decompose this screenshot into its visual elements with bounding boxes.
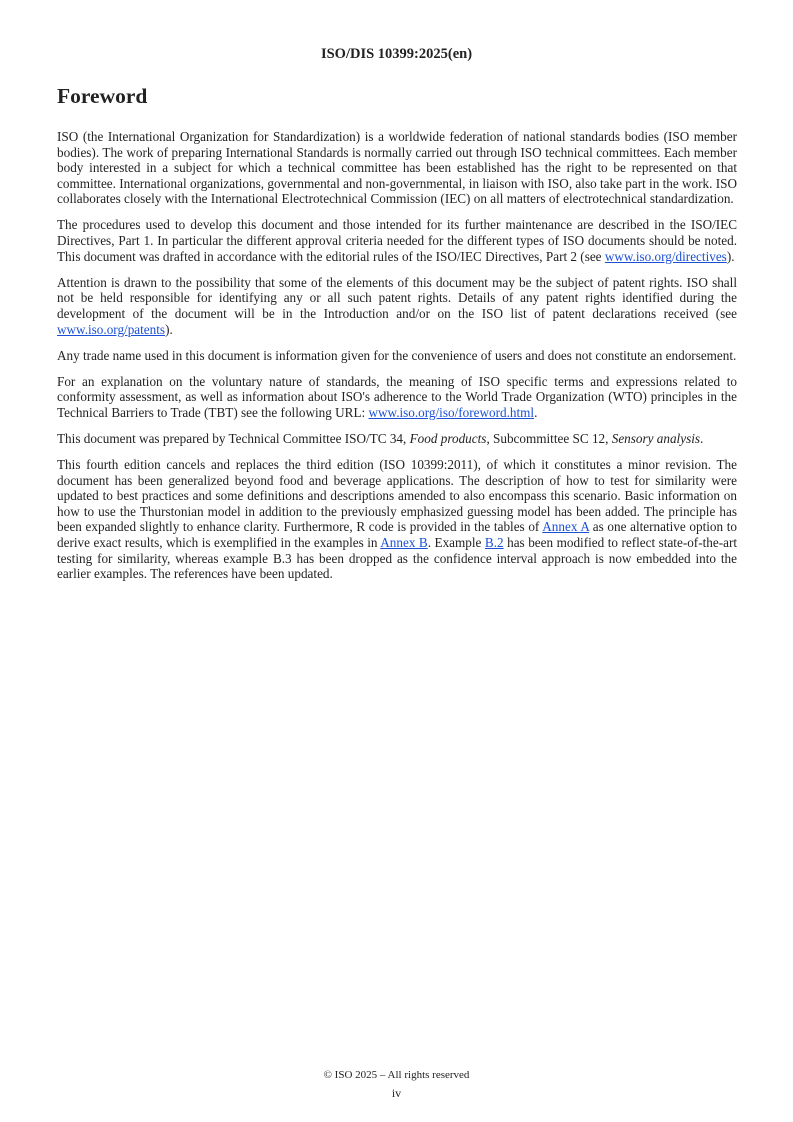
paragraph-trade-name: Any trade name used in this document is information given for the convenience of users and does not constitute an endorsement.: [57, 347, 737, 363]
example-b2-link[interactable]: B.2: [484, 535, 504, 551]
foreword-link[interactable]: www.iso.org/iso/foreword.html: [368, 404, 535, 420]
directives-link[interactable]: www.iso.org/directives: [604, 248, 727, 264]
paragraph-procedures: The procedures used to develop this document and those intended for its further maintenance are described in the ISO/IEC Directives, Part 1. In particular the different approval criteria needed for the different types of ISO documents should be noted. This document was drafted in accordance with the editorial rules of the ISO/IEC Directives, Part 2 (see www.iso.org/directives).: [57, 217, 737, 264]
section-title: Foreword: [57, 84, 148, 108]
page-number: iv: [391, 1086, 402, 1100]
committee-name: Food products: [409, 431, 487, 446]
paragraph-voluntary-nature: For an explanation on the voluntary nature of standards, the meaning of ISO specific terms and expressions related to conformity assessment, as well as information about ISO's adherence to the World Trade Organization (WTO) principles in the Technical Barriers to Trade (TBT) see the following URL: www.iso.org/iso/foreword.html.: [57, 373, 737, 420]
document-id-header: ISO/DIS 10399:2025(en): [320, 46, 473, 62]
paragraph-committee: This document was prepared by Technical Committee ISO/TC 34, Food products, Subcommittee SC 12, Sensory analysis.: [57, 431, 704, 446]
subcommittee-name: Sensory analysis: [611, 431, 700, 446]
paragraph-iso-intro: ISO (the International Organization for Standardization) is a worldwide federation of national standards bodies (ISO member bodies). The work of preparing International Standards is normally carried out through ISO technical committees. Each member body interested in a subject for which a technical committee has been established has the right to be represented on that committee. International organizations, governmental and non-governmental, in liaison with ISO, also take part in the work. ISO collaborates closely with the International Electrotechnical Commission (IEC) on all matters of electrotechnical standardization.: [57, 129, 737, 207]
annex-b-link[interactable]: Annex B: [380, 535, 428, 551]
patents-link[interactable]: www.iso.org/patents: [57, 321, 166, 337]
page-footer: [0, 1066, 793, 1102]
copyright-notice: © ISO 2025 – All rights reserved: [323, 1069, 470, 1081]
foreword-body: [57, 129, 737, 592]
annex-a-link[interactable]: Annex A: [542, 519, 590, 535]
paragraph-patents: Attention is drawn to the possibility that some of the elements of this document may be the subject of patent rights. ISO shall not be held responsible for identifying any or all such patent rights. Details of any patent rights identified during the development of the document will be in the Introduction and/or on the ISO list of patent declarations received (see www.iso.org/patents).: [57, 274, 737, 337]
paragraph-edition: This fourth edition cancels and replaces the third edition (ISO 10399:2011), of which it constitutes a minor revision. The document has been generalized beyond food and beverage applications. The description of how to test for similarity were updated to best practices and some definitions and descriptions amended to also encompass this scenario. Basic information on how to use the Thurstonian model in addition to the previously emphasized guessing model has been added. The principle has been expanded slightly to enhance clarity. Furthermore, R code is provided in the tables of Annex A as one alternative option to derive exact results, which is exemplified in the examples in Annex B. Example B.2 has been modified to reflect state-of-the-art testing for similarity, whereas example B.3 has been dropped as the confidence interval approach is now embedded into the earlier examples. The references have been updated.: [57, 457, 738, 582]
